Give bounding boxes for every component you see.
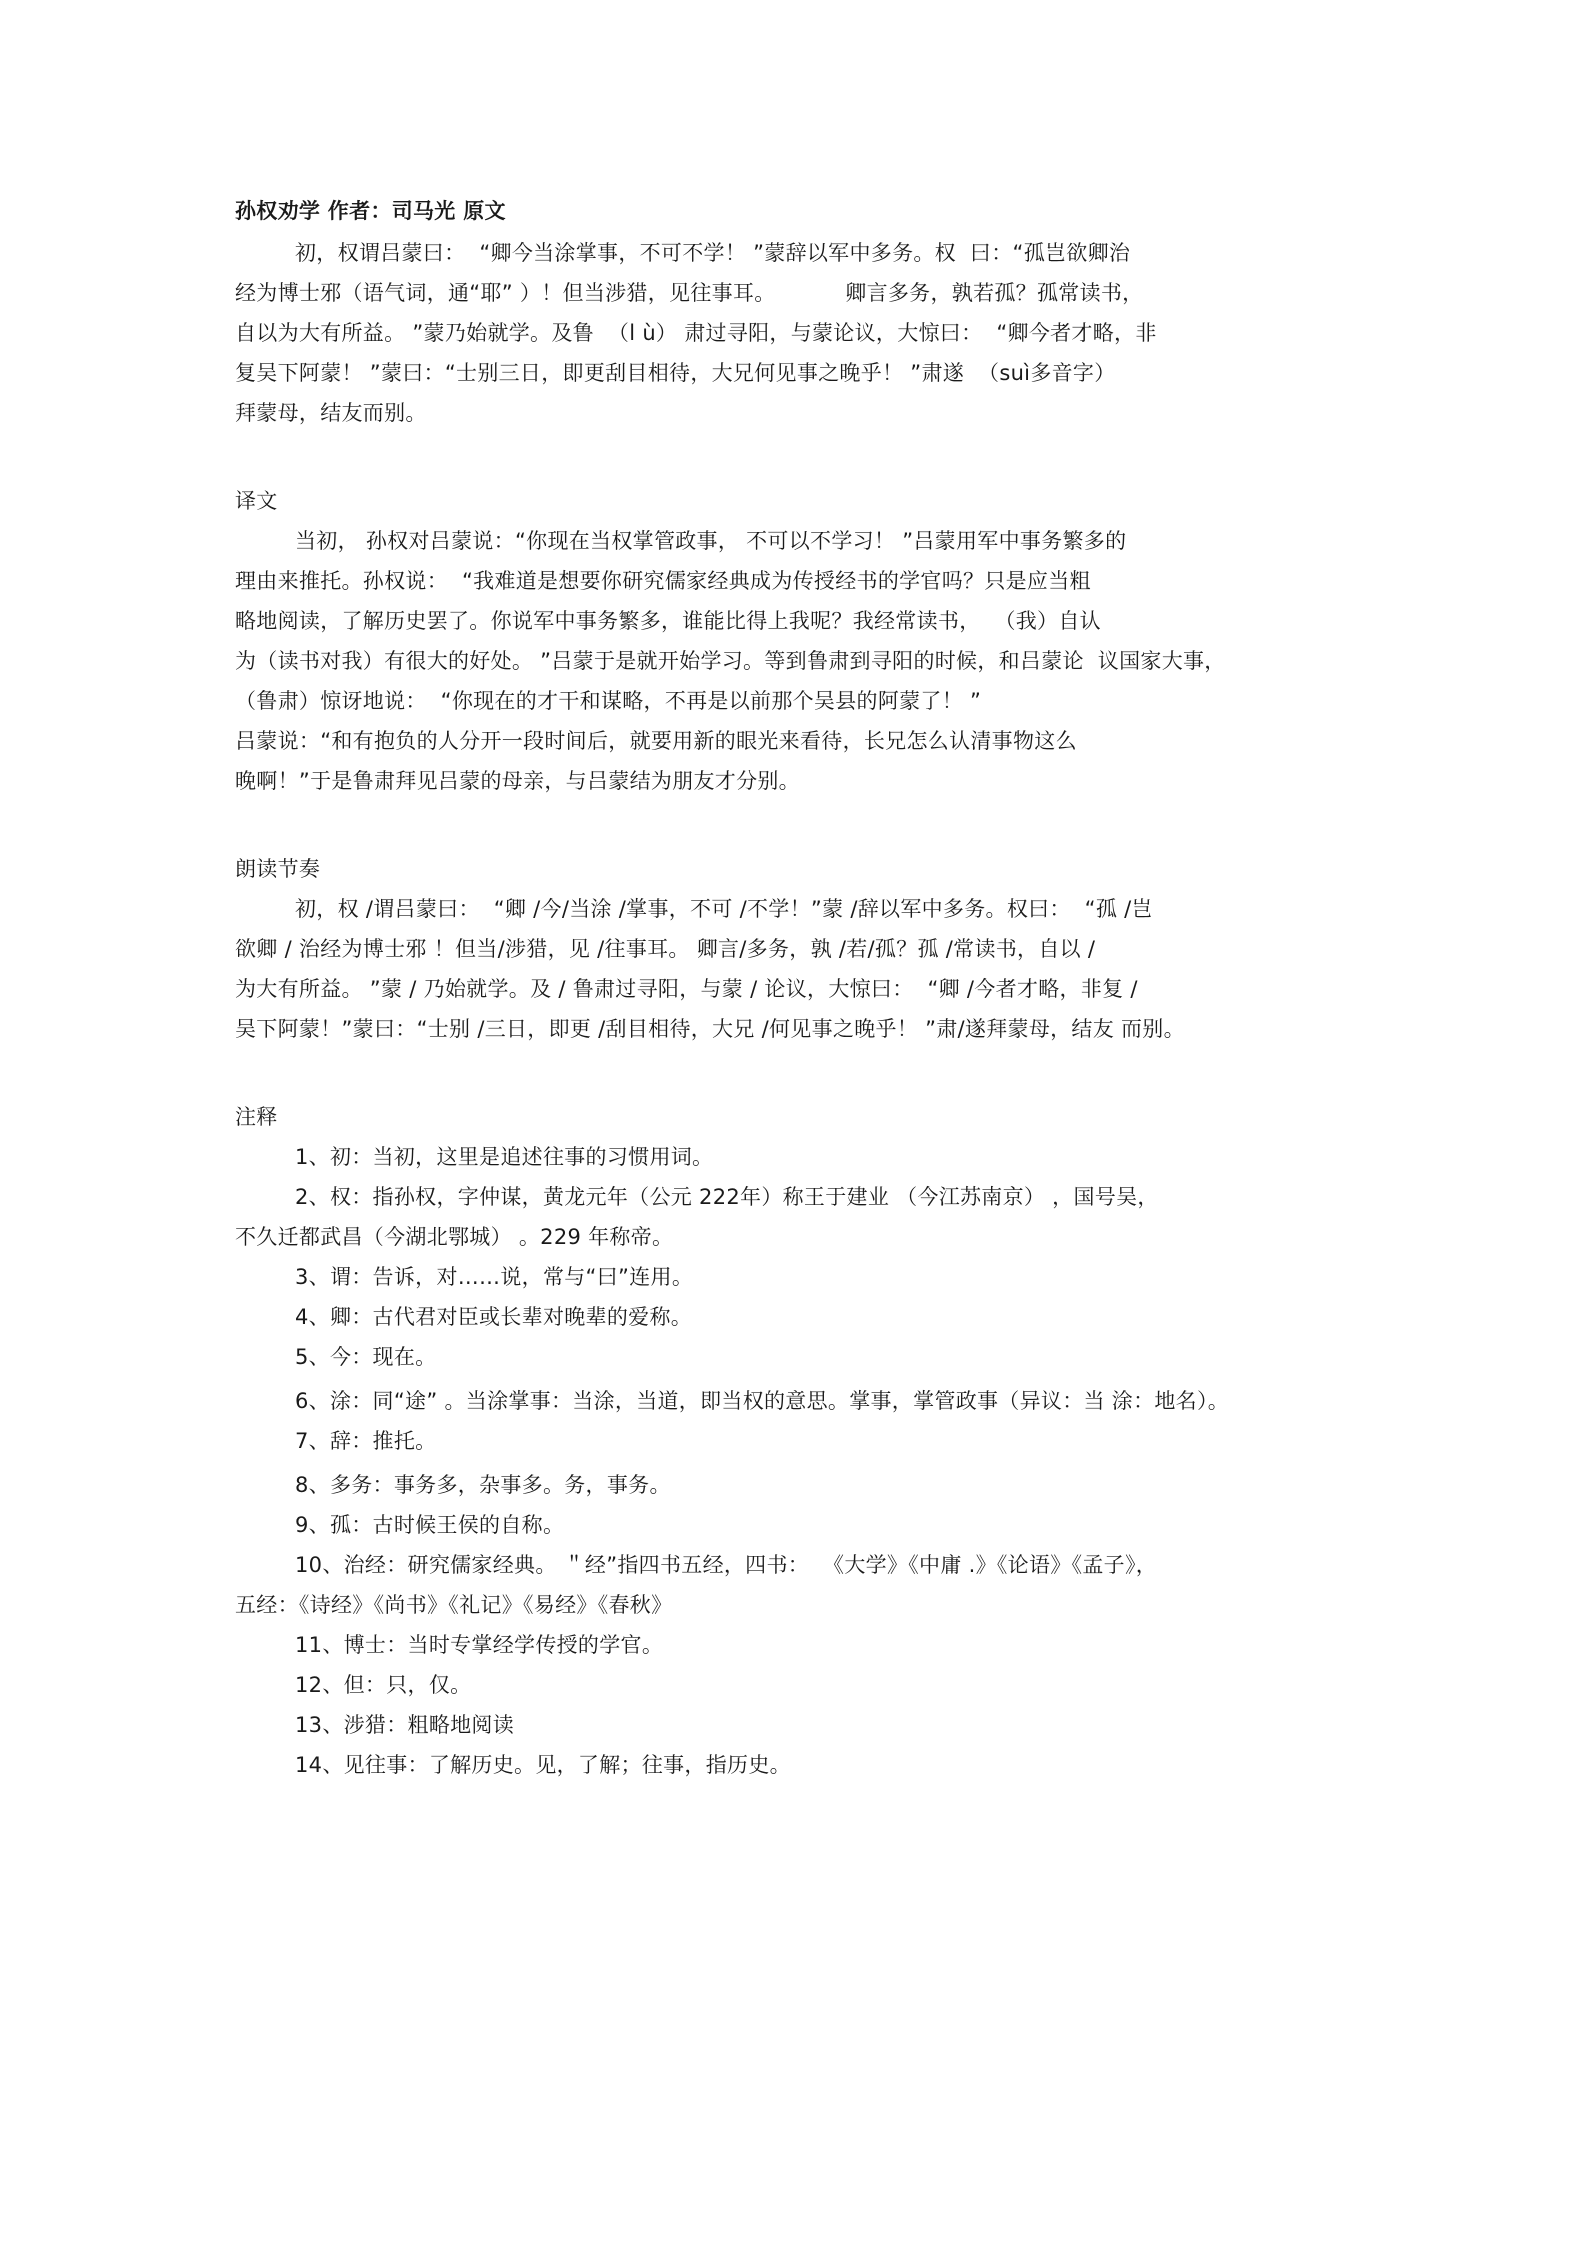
translation-line: 吕蒙说：“和有抱负的人分开一段时间后，就要用新的眼光来看待，长兄怎么认清事物这么	[235, 729, 1077, 753]
note-item: 14、见往事：了解历史。见，了解；往事，指历史。	[295, 1753, 791, 1777]
note-item: 3、谓：告诉，对……说，常与“曰”连用。	[295, 1265, 694, 1289]
note-item: 不久迁都武昌（今湖北鄂城） 。229 年称帝。	[235, 1225, 674, 1249]
translation-line: （鲁肃）惊讶地说： “你现在的才干和谋略，不再是以前那个吴县的阿蒙了！ ”	[235, 689, 982, 713]
translation-line: 略地阅读，了解历史罢了。你说军中事务繁多，谁能比得上我呢？我经常读书， （我）自认	[235, 609, 1101, 633]
original-line: 拜蒙母，结友而别。	[235, 401, 427, 425]
translation-heading: 译文	[235, 489, 278, 513]
original-line: 经为博士邪（语气词，通“耶” ）！但当涉猎，见往事耳。 卿言多务，孰若孤？孤常读书，	[235, 281, 1144, 305]
note-item: 9、孤：古时候王侯的自称。	[295, 1513, 565, 1537]
note-item: 13、涉猎：粗略地阅读	[295, 1713, 515, 1737]
note-item: 五经：《诗经》《尚书》《礼记》《易经》《春秋》	[235, 1593, 673, 1617]
rhythm-line: 初，权 /谓吕蒙曰： “卿 /今/当涂 /掌事，不可 /不学！”蒙 /辞以军中多务。权曰： “孤 /岂	[295, 897, 1153, 921]
translation-line: 理由来推托。孙权说： “我难道是想要你研究儒家经典成为传授经书的学官吗？只是应当粗	[235, 569, 1091, 593]
note-item: 2、权：指孙权，字仲谋，黄龙元年（公元 222年）称王于建业 （今江苏南京） ，国号吴，	[295, 1185, 1159, 1209]
note-item: 12、但：只，仅。	[295, 1673, 472, 1697]
note-item: 1、初：当初，这里是追述往事的习惯用词。	[295, 1145, 714, 1169]
rhythm-heading: 朗读节奏	[235, 857, 321, 881]
note-item: 8、多务：事务多，杂事多。务，事务。	[295, 1473, 671, 1497]
original-line: 初，权谓吕蒙曰： “卿今当涂掌事，不可不学！ ”蒙辞以军中多务。权 曰：“孤岂欲卿治	[295, 241, 1131, 265]
rhythm-line: 欲卿 / 治经为博士邪 ！但当/涉猎，见 /往事耳。 卿言/多务，孰 /若/孤？孤 /常读书，自以 /	[235, 937, 1096, 961]
note-item: 7、辞：推托。	[295, 1429, 437, 1453]
note-item: 4、卿：古代君对臣或长辈对晚辈的爱称。	[295, 1305, 693, 1329]
doc-title: 孙权劝学 作者：司马光 原文	[235, 199, 506, 223]
original-line: 自以为大有所益。 ”蒙乃始就学。及鲁 （l ù） 肃过寻阳，与蒙论议，大惊曰： “卿今者才略，非	[235, 321, 1157, 345]
notes-heading: 注释	[235, 1105, 278, 1129]
rhythm-line: 吴下阿蒙！”蒙曰：“士别 /三日，即更 /刮目相待，大兄 /何见事之晚乎！ ”肃/遂拜蒙母，结友 而别。	[235, 1017, 1185, 1041]
rhythm-line: 为大有所益。 ”蒙 / 乃始就学。及 / 鲁肃过寻阳，与蒙 / 论议，大惊曰： “卿 /今者才略，非复 /	[235, 977, 1138, 1001]
note-item: 11、博士：当时专掌经学传授的学官。	[295, 1633, 664, 1657]
note-item: 5、今：现在。	[295, 1345, 437, 1369]
original-line: 复吴下阿蒙！ ”蒙曰：“士别三日，即更刮目相待，大兄何见事之晚乎！ ”肃遂 （suì多音字）	[235, 361, 1116, 385]
note-item: 6、涂：同“途” 。当涂掌事：当涂，当道，即当权的意思。掌事，掌管政事（异议：当 涂：地名）。	[295, 1389, 1230, 1413]
translation-line: 当初， 孙权对吕蒙说：“你现在当权掌管政事， 不可以不学习！ ”吕蒙用军中事务繁多的	[295, 529, 1127, 553]
note-item: 10、治经：研究儒家经典。 ＂经”指四书五经，四书： 《大学》《中庸 .》《论语》《孟子》，	[295, 1553, 1158, 1577]
translation-line: 晚啊！”于是鲁肃拜见吕蒙的母亲，与吕蒙结为朋友才分别。	[235, 769, 800, 793]
translation-line: 为（读书对我）有很大的好处。 ”吕蒙于是就开始学习。等到鲁肃到寻阳的时候，和吕蒙论 议国家大事，	[235, 649, 1226, 673]
